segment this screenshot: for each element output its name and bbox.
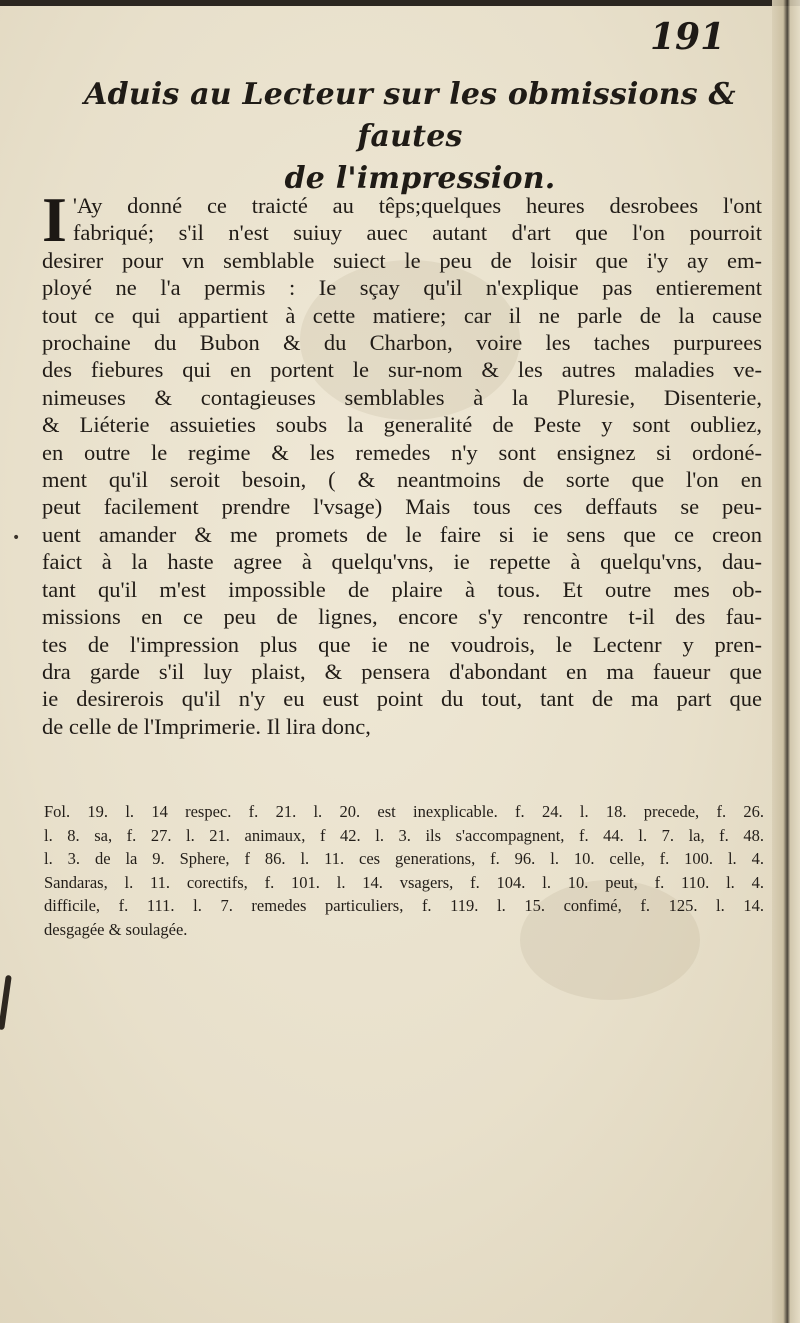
page-edge-shadow xyxy=(772,0,800,1323)
margin-dot: • xyxy=(12,530,21,546)
body-line: des fiebures qui en portent le sur-nom & les autres maladies ve- xyxy=(42,357,762,383)
body-line: desirer pour vn semblable suiect le peu de loisir que i'y ay em- xyxy=(42,247,762,273)
drop-cap: I xyxy=(42,184,67,255)
body-line: faict à la haste agree à quelqu'vns, ie repette à quelqu'vns, dau- xyxy=(42,549,762,575)
body-line: prochaine du Bubon & du Charbon, voire les taches purpurees xyxy=(42,330,762,356)
body-line: tes de l'impression plus que ie ne voudrois, le Lectenr y pren- xyxy=(42,631,762,657)
body-line: fabriqué; s'il n'est suiuy auec autant d'art que l'on pourroit xyxy=(72,220,762,246)
body-text xyxy=(42,184,762,740)
errata-line: difficile, f. 111. l. 7. remedes particuliers, f. 119. l. 15. confimé, f. 125. l. 14. xyxy=(44,896,764,916)
errata-list xyxy=(44,800,764,942)
body-line: dra garde s'il luy plaist, & pensera d'abondant en ma faueur que xyxy=(42,658,762,684)
title-line-2: de l'impression. xyxy=(284,161,556,196)
body-line: 'Ay donné ce traicté au têps;quelques heures desrobees l'ont xyxy=(72,193,762,218)
body-line: tout ce qui appartient à cette matiere; car il ne parle de la cause xyxy=(42,302,762,328)
errata-line: l. 3. de la 9. Sphere, f 86. l. 11. ces generations, f. 96. l. 10. celle, f. 100. l. 4. xyxy=(44,849,764,869)
body-line: de celle de l'Imprimerie. Il lira donc, xyxy=(42,713,371,739)
errata-line: l. 8. sa, f. 27. l. 21. animaux, f 42. l. 3. ils s'accompagnent, f. 44. l. 7. la, f. 48. xyxy=(44,825,764,845)
body-line: ie desirerois qu'il n'y eu eust point du tout, tant de ma part que xyxy=(42,686,762,712)
body-line: peut facilement prendre l'vsage) Mais tous ces deffauts se peu- xyxy=(42,494,762,520)
body-line: uent amander & me promets de le faire si ie sens que ce creon xyxy=(42,521,762,547)
margin-ink-mark xyxy=(0,975,12,1030)
body-line: en outre le regime & les remedes n'y sont ensignez si ordoné- xyxy=(42,439,762,465)
errata-line: desgagée & soulagée. xyxy=(44,919,188,939)
errata-line: Sandaras, l. 11. corectifs, f. 101. l. 14. vsagers, f. 104. l. 10. peut, f. 110. l. 4. xyxy=(44,872,764,892)
errata-line: Fol. 19. l. 14 respec. f. 21. l. 20. est inexplicable. f. 24. l. 18. precede, f. 26. xyxy=(44,802,764,821)
body-line: ment qu'il seroit besoin, ( & neantmoins de sorte que l'on en xyxy=(42,467,762,493)
page-title xyxy=(60,74,760,200)
page-number: 191 xyxy=(650,16,726,58)
body-line: ployé ne l'a permis : Ie sçay qu'il n'explique pas entierement xyxy=(42,275,762,301)
top-border xyxy=(0,0,800,6)
body-line: missions en ce peu de lignes, encore s'y rencontre t-il des fau- xyxy=(42,604,762,630)
body-line: nimeuses & contagieuses semblables à la Pluresie, Disenterie, xyxy=(42,384,762,410)
title-line-1: Aduis au Lecteur sur les obmissions & fautes xyxy=(84,77,736,154)
body-line: tant qu'il m'est impossible de plaire à tous. Et outre mes ob- xyxy=(42,576,762,602)
body-line: & Liéterie assuieties soubs la generalité de Peste y sont oubliez, xyxy=(42,412,762,438)
